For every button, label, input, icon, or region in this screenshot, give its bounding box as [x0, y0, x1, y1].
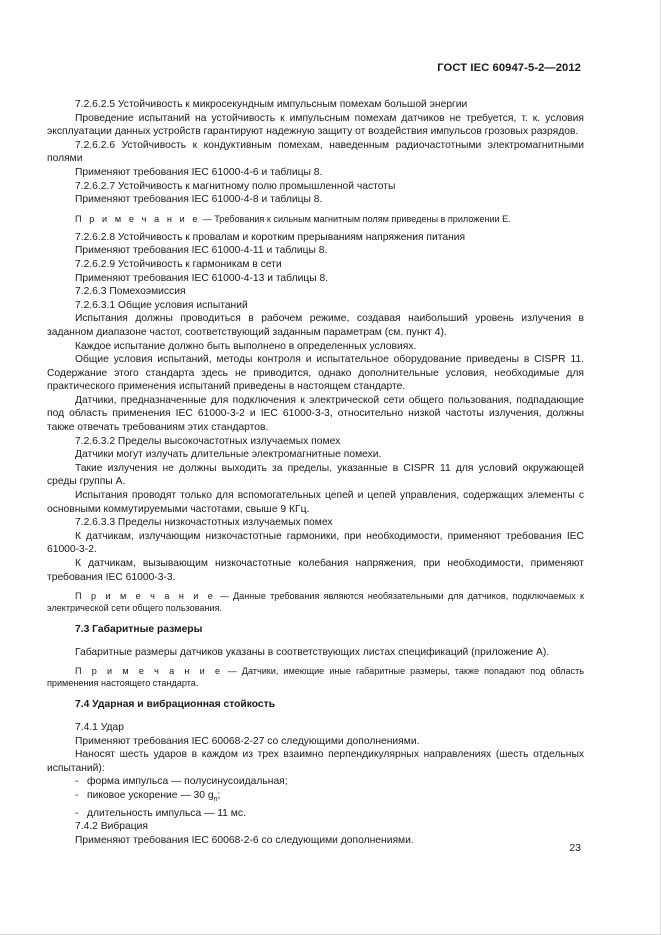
body-paragraph: Испытания проводят только для вспомогательных цепей и цепей управления, содержащих элементы с основными коммутируемыми частотами, свыше 9 КГц.: [47, 490, 584, 515]
body-paragraph: Применяют требования IEC 61000-4-6 и таблицы 8.: [75, 166, 323, 178]
body-paragraph: Габаритные размеры датчиков указаны в соответствующих листах спецификаций (приложение А).: [75, 646, 550, 658]
list-dash: -: [75, 789, 79, 801]
body-paragraph: 7.2.6.2.8 Устойчивость к провалам и коротким прерываниям напряжения питания: [75, 231, 466, 243]
list-item-tail: ;: [217, 789, 221, 801]
subscript: n: [213, 795, 218, 803]
body-paragraph: Наносят шесть ударов в каждом из трех взаимно перпендикулярных направлениях (шесть отдельных испытаний):: [47, 749, 584, 774]
body-paragraph: 7.4.2 Вибрация: [75, 821, 148, 833]
body-paragraph: 7.2.6.2.9 Устойчивость к гармоникам в сети: [75, 258, 282, 270]
standard-header: ГОСТ IEC 60947-5-2—2012: [437, 62, 581, 74]
section-heading: 7.3 Габаритные размеры: [75, 624, 203, 636]
body-paragraph: Применяют требования IEC 61000-4-8 и таблицы 8.: [75, 194, 323, 206]
body-paragraph: К датчикам, вызывающим низкочастотные колебания напряжения, при необходимости, применяют требования IEC 61000-3-3.: [47, 558, 584, 583]
body-paragraph: 7.2.6.3.1 Общие условия испытаний: [75, 299, 248, 311]
body-paragraph: Датчики могут излучать длительные электромагнитные помехи.: [75, 449, 382, 461]
body-paragraph: Применяют требования IEC 61000-4-11 и таблицы 8.: [75, 245, 328, 257]
section-heading: 7.4 Ударная и вибрационная стойкость: [75, 699, 276, 711]
body-paragraph: 7.2.6.3 Помехоэмиссия: [75, 286, 186, 298]
body-paragraph: Общие условия испытаний, методы контроля и испытательное оборудование приведены в CISPR 11. Содержание этого стандарта здесь не приводится, однако дополнительные условия, необходимые для практического применения испытаний приведены в настоящем стандарте.: [47, 354, 584, 393]
body-paragraph: Каждое испытание должно быть выполнено в определенных условиях.: [75, 340, 417, 352]
body-paragraph: 7.2.6.2.5 Устойчивость к микросекундным импульсным помехам большой энергии: [75, 99, 468, 110]
note-label: П р и м е ч а н и е: [75, 666, 223, 677]
body-paragraph: 7.2.6.2.6 Устойчивость к кондуктивным помехам, наведенным радиочастотными электромагнитными полями: [47, 139, 584, 165]
body-paragraph: Испытания должны проводиться в рабочем режиме, создавая наибольший уровень излучения в заданном диапазоне частот, соответствующий заданным параметрам (см. пункт 4).: [47, 313, 584, 338]
body-paragraph: 7.4.1 Удар: [75, 721, 124, 733]
body-paragraph: Применяют требования IEC 60068-2-27 со следующими дополнениями.: [75, 735, 420, 747]
list-dash: -: [75, 776, 79, 788]
note-text: — Датчики, имеющие иные габаритные размеры, также попадают под область применения настоящего стандарта.: [47, 666, 585, 689]
list-dash: -: [75, 807, 79, 819]
list-item: [47, 775, 584, 789]
list-item-text: форма импульса — полусинусоидальная;: [87, 776, 288, 788]
list-item: [47, 789, 584, 807]
body-paragraph: 7.2.6.3.2 Пределы высокочастотных излучаемых помех: [75, 435, 341, 447]
body-paragraph: Такие излучения не должны выходить за пределы, указанные в CISPR 11 для условий окружающей среды группы А.: [47, 462, 584, 488]
body-paragraph: К датчикам, излучающим низкочастотные гармоники, при необходимости, применяют требования IEC 61000-3-2.: [47, 530, 584, 556]
list-item-text: пиковое ускорение — 30 g: [87, 789, 214, 801]
list-item: [47, 807, 584, 821]
body-paragraph: Проведение испытаний на устойчивость к импульсным помехам датчиков не требуется, т. к. условия эксплуатации данных устройств гарантируют надежную защиту от воздействия импульсов грозовых разрядов.: [47, 112, 584, 138]
body-paragraph: Применяют требования IEC 60068-2-6 со следующими дополнениями.: [75, 834, 414, 846]
note-paragraph: [47, 590, 584, 614]
page-number: 23: [569, 842, 581, 854]
body-paragraph: Датчики, предназначенные для подключения к электрической сети общего пользования, подпадающие под область применения IEC 61000-3-2 и IEC 61000-3-3, относительно низкой частоты излучения, должны также отвечать требованиям этих стандартов.: [47, 394, 584, 434]
document-body: [47, 98, 584, 847]
note-paragraph: [47, 665, 584, 689]
note-text: — Требования к сильным магнитным полям приведены в приложении Е.: [200, 213, 511, 224]
note-label: П р и м е ч а н и е: [75, 213, 201, 224]
body-paragraph: 7.2.6.2.7 Устойчивость к магнитному полю промышленной частоты: [75, 180, 396, 192]
note-text: — Данные требования являются необязательными для датчиков, подключаемых к электрической сети общего пользования.: [47, 591, 584, 614]
note-label: П р и м е ч а н и е: [75, 591, 216, 602]
list-item-text: длительность импульса — 11 мс.: [87, 807, 246, 819]
body-paragraph: Применяют требования IEC 61000-4-13 и таблицы 8.: [75, 272, 329, 284]
body-paragraph: 7.2.6.3.3 Пределы низкочастотных излучаемых помех: [75, 517, 333, 529]
note-paragraph: [47, 213, 584, 225]
